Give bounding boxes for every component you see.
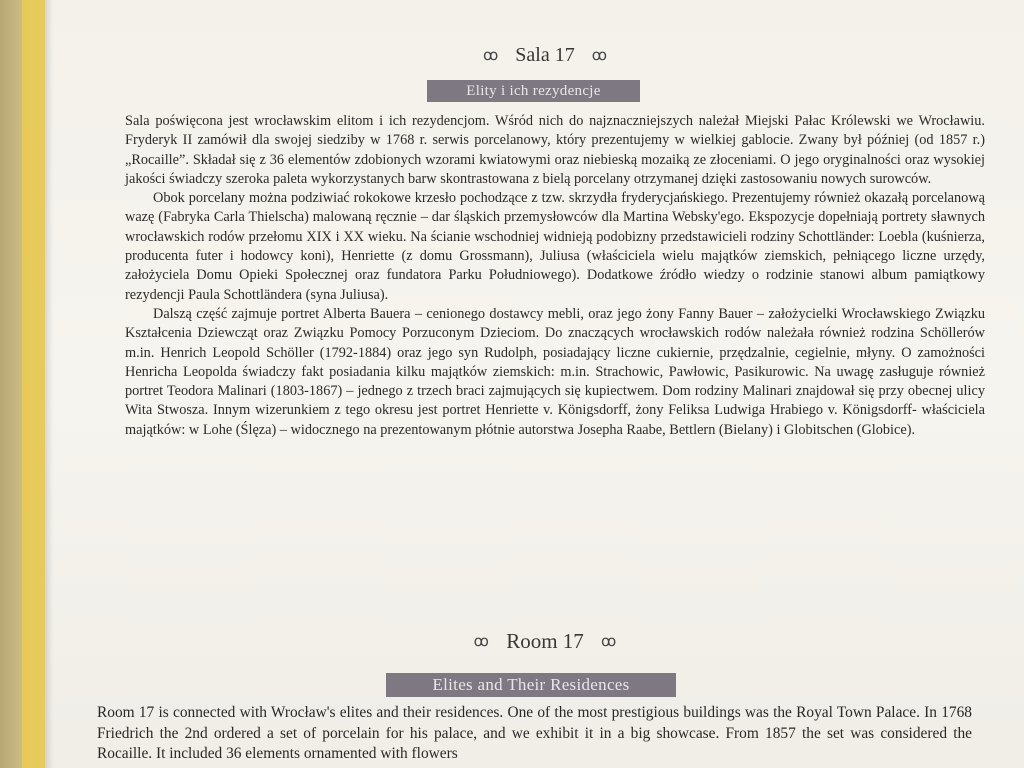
polish-heading: Sala 17 xyxy=(515,43,575,66)
english-paragraph: Room 17 is connected with Wrocław's elites and their residences. One of the most prestigious buildings was the Royal Town Palace. In 1768 Friedrich the 2nd ordered a set of porcelain for his palace, and we exhibit it in a big showcase. From 1857 the set was considered the Rocaille. It included 36 elements ornamented with flowers xyxy=(97,704,972,762)
english-heading-row xyxy=(45,627,1024,654)
polish-subheading: Elity i ich rezydencje xyxy=(427,80,640,102)
ornament-icon: ꝏ xyxy=(601,633,617,650)
polish-body xyxy=(125,112,985,440)
english-subheading: Elites and Their Residences xyxy=(386,673,676,697)
ornament-icon: ꝏ xyxy=(591,47,607,64)
polish-paragraph: Obok porcelany można podziwiać rokokowe krzesło pochodzące z tzw. skrzydła fryderycjańskiego. Prezentujemy również okazałą porcelanową wazę (Fabryka Carla Thielscha) malowaną ręcznie – dar śląskich przemysłowców dla Martina Websky'ego. Ekspozycje dopełniają portrety sławnych wrocławskich rodów przełomu XIX i XX wieku. Na ścianie wschodniej widnieją podobizny przedstawicieli rodziny Schottländer: Loebla (kuśnierza, producenta futer i hodowcy koni), Henriette (z domu Grossmann), Juliusa (właściciela wielu majątków ziemskich, pełniącego liczne urzędy, założyciela Domu Opieki Społecznej oraz fundatora Parku Południowego). Dodatkowe źródło wiedzy o rodzinie stanowi album pamiątkowy rezydencji Paula Schottländera (syna Juliusa). xyxy=(125,190,985,303)
ornament-icon: ꝏ xyxy=(473,633,489,650)
polish-paragraph: Dalszą część zajmuje portret Alberta Bauera – cenionego dostawcy mebli, oraz jego żony Fanny Bauer – założycielki Wrocławskiego Związku Kształcenia Dziewcząt oraz Związku Pomocy Porzuconym Dzieciom. Do znaczących wrocławskich rodów należała również rodzina Schöllerów m.in. Henrich Leopold Schöller (1792-1884) oraz jego syn Rudolph, posiadający liczne cukiernie, przędzalnie, cegielnie, młyny. O zamożności Henricha Leopolda świadczy fakt posiadania kilku majątków ziemskich: m.in. Strachowic, Pawłowic, Pasikurowic. Na uwagę zasługuje również portret Teodora Malinari (1803-1867) – jednego z trzech braci zajmujących się kupiectwem. Dom rodziny Malinari znajdował się przy obecnej ulicy Wita Stwosza. Innym wizerunkiem z tego okresu jest portret Henriette v. Königsdorff, żony Feliksa Ludwiga Hrabiego v. Königsdorff- właściciela majątków: w Lohe (Ślęza) – widocznego na prezentowanym płótnie autorstwa Josepha Raabe, Bettlern (Bielany) i Globitschen (Globice). xyxy=(125,305,985,438)
english-heading: Room 17 xyxy=(506,628,584,653)
polish-paragraph: Sala poświęcona jest wrocławskim elitom i ich rezydencjom. Wśród nich do najznaczniejszych należał Miejski Pałac Królewski we Wrocławiu. Fryderyk II zamówił dla swojej siedziby w 1768 r. serwis porcelanowy, który prezentujemy w wielkiej gablocie. Zwany był później (od 1857 r.) „Rocaille”. Składał się z 36 elementów zdobionych wzorami kwiatowymi oraz niebieską mozaiką ze złoceniami. O jego oryginalności oraz wysokiej jakości świadczy szeroka paleta wykorzystanych barw skontrastowana z bielą porcelany otrzymanej dzięki zastosowaniu nowych surowców. xyxy=(125,113,985,187)
english-body xyxy=(97,703,972,765)
polish-heading-row xyxy=(45,43,1024,67)
ornament-icon: ꝏ xyxy=(483,47,499,64)
info-panel xyxy=(45,0,1024,768)
